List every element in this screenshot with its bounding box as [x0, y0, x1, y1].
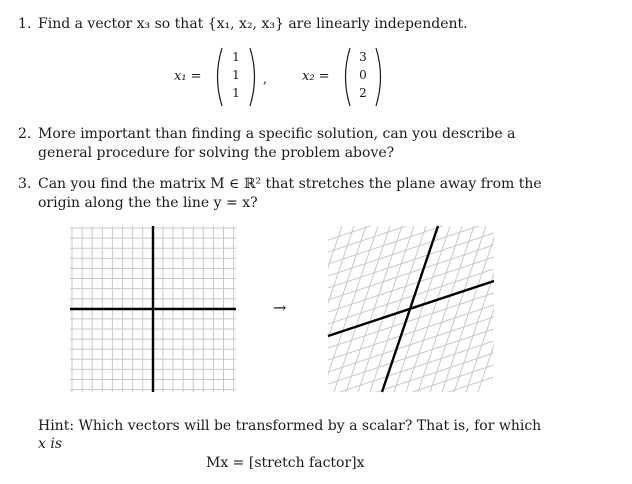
x1-comma: ,: [263, 72, 268, 87]
item-3-number: 3.: [18, 176, 32, 192]
grid-line-sheared-b: [328, 197, 494, 252]
x1-label: x₁ =: [174, 69, 202, 84]
grid-line-sheared-b: [328, 365, 494, 420]
grid-line-sheared-a: [466, 226, 522, 392]
grid-line-sheared-b: [328, 305, 494, 360]
item-1-number: 1.: [18, 16, 32, 32]
grid-line-sheared-b: [328, 209, 494, 264]
item-3-text-line2: origin along the the line y = x?: [38, 195, 258, 211]
x2-entry-1: 3: [359, 50, 367, 64]
grid-line-sheared-b: [328, 353, 494, 408]
grid-line-sheared-b: [328, 245, 494, 300]
grid-line-sheared-a: [286, 226, 342, 392]
grid-line-sheared-b: [328, 269, 494, 324]
x2-left-paren: [340, 46, 352, 108]
x1-entry-3: 1: [232, 86, 240, 100]
grid-line-sheared-b: [328, 317, 494, 372]
transformed-grid-figure: [324, 222, 500, 394]
original-grid-figure: [66, 222, 242, 394]
x1-left-paren: [212, 46, 224, 108]
hint-line2: x is: [38, 436, 63, 452]
item-2-text-line2: general procedure for solving the problem above?: [38, 145, 395, 161]
grid-line-sheared-a: [298, 226, 354, 392]
item-1-text: Find a vector x₃ so that {x₁, x₂, x₃} are linearly independent.: [38, 16, 468, 32]
grid-line-sheared-b: [328, 341, 494, 396]
hint-equation: Mx = [stretch factor]x: [206, 455, 365, 471]
x2-right-paren: [374, 46, 386, 108]
hint-line1: Hint: Which vectors will be transformed by a scalar? That is, for which: [38, 418, 542, 434]
x1-right-paren: [248, 46, 260, 108]
item-2-number: 2.: [18, 126, 32, 142]
x1-entry-1: 1: [232, 50, 240, 64]
item-2-text-line1: More important than finding a specific solution, can you describe a: [38, 126, 516, 142]
stretched-vertical-axis: [382, 226, 438, 392]
x2-entry-3: 2: [359, 86, 367, 100]
x2-entry-2: 0: [359, 68, 367, 82]
x2-label: x₂ =: [302, 69, 330, 84]
grid-line-sheared-b: [328, 233, 494, 288]
grid-line-sheared-b: [328, 185, 494, 240]
x1-entry-2: 1: [232, 68, 240, 82]
item-3-text-line1: Can you find the matrix M ∈ ℝ² that stretches the plane away from the: [38, 176, 542, 192]
transform-arrow: →: [273, 298, 287, 317]
